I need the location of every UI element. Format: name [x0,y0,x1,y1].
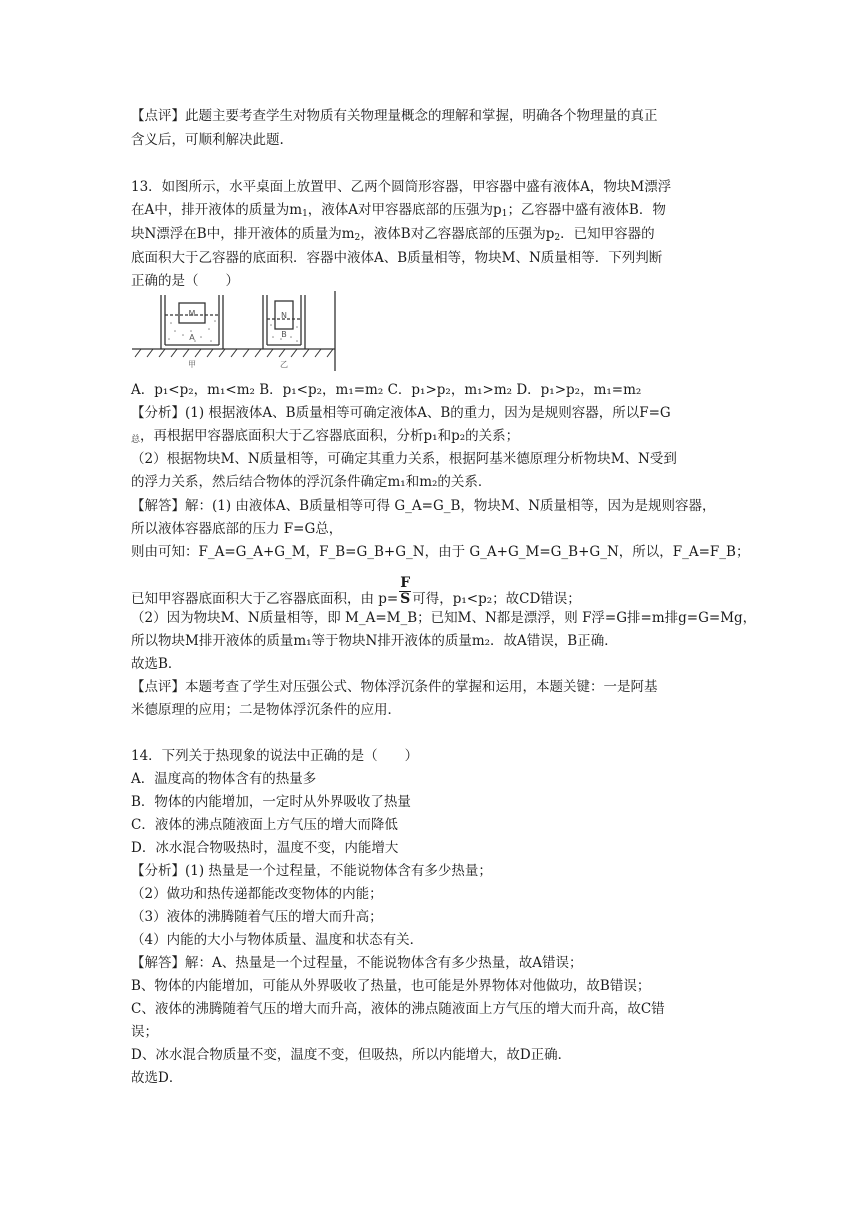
solution-text: 所以液体容器底部的压力 F=G总， [131,521,343,537]
option-b: B．物体的内能增加，一定时从外界吸收了热量 [131,794,411,810]
analysis-text: （2）根据物块M、N质量相等，可确定其重力关系，根据阿基米德原理分析物块M、N受到 [131,451,677,467]
question-text: 在A中，排开液体的质量为$m_1$，液体A对甲容器底部的压强为$p_1$；乙容器中盛有液体B．物 [131,202,666,219]
container-yi-label: 乙 [280,360,288,369]
solution-text: 故选B． [131,656,182,672]
block-n-label: N [281,311,287,320]
text-line: 【点评】此题主要考查学生对物质有关物理量概念的理解和掌握，明确各个物理量的真正 [131,108,658,124]
analysis-text: （4）内能的大小与物体质量、温度和状态有关． [131,932,424,948]
solution-text: 所以物块M排开液体的质量m₁等于物块N排开液体的质量m₂．故A错误，B正确． [131,633,618,649]
analysis-text: （2）做功和热传递都能改变物体的内能； [131,886,383,902]
question-text: 底面积大于乙容器的底面积．容器中液体A、B质量相等，物块M、N质量相等．下列判断 [131,250,663,266]
question-text: 14．下列关于热现象的说法中正确的是（ ） [131,748,419,764]
solution-text: 【解答】解：(1) 由液体A、B质量相等可得 G_A=G_B，物块M、N质量相等，因为是规则容器， [131,498,716,514]
solution-text: D、冰水混合物质量不变，温度不变，但吸热，所以内能增大，故D正确． [131,1047,572,1063]
question-text: 正确的是（ ） [131,273,239,289]
solution-text: 已知甲容器底面积大于乙容器底面积，由 p= $\frac{F}{S}$ 可得，p₁<p₂；故CD错误； [131,575,581,607]
analysis-text: 【分析】(1) 热量是一个过程量，不能说物体含有多少热量； [131,863,492,879]
analysis-text: $_总$，再根据甲容器底面积大于乙容器底面积，分析p₁和p₂的关系； [131,428,520,445]
option-d: D．冰水混合物吸热时，温度不变，内能增大 [131,840,399,856]
liquid-a-label: A [189,333,195,342]
solution-text: 故选D． [131,1070,183,1086]
analysis-text: （3）液体的沸腾随着气压的增大而升高； [131,909,383,925]
review-text: 米德原理的应用；二是物体浮沉条件的应用． [131,702,401,718]
container-jia-label: 甲 [188,360,196,369]
text-line: 含义后，可顺利解决此题. [131,132,284,148]
solution-text: 【解答】解：A、热量是一个过程量，不能说物体含有多少热量，故A错误； [131,955,583,971]
liquid-b-label: B [281,330,287,339]
solution-text: 误； [131,1024,158,1040]
block-m-label: M [188,309,196,318]
option-a: A．温度高的物体含有的热量多 [131,771,317,787]
answer-options: A．p₁<p₂，m₁<m₂ B．p₁<p₂，m₁=m₂ C．p₁>p₂，m₁>m₂ D．p₁>p₂，m₁=m₂ [131,382,642,398]
option-c: C．液体的沸点随液面上方气压的增大而降低 [131,817,398,833]
solution-text: B、物体的内能增加，可能从外界吸收了热量，也可能是外界物体对他做功，故B错误； [131,978,651,994]
containers-figure [131,291,337,373]
review-text: 【点评】本题考查了学生对压强公式、物体浮沉条件的掌握和运用，本题关键：一是阿基 [131,679,658,695]
solution-text: （2）因为物块M、N质量相等，即 M_A=M_B；已知M、N都是漂浮，则 F浮=G排=m排g=G=Mg， [131,610,757,626]
question-text: 块N漂浮在B中，排开液体的质量为$m_2$，液体B对乙容器底部的压强为$p_2$．已知甲容器的 [131,226,655,243]
solution-text: 则由可知：F_A=G_A+G_M，F_B=G_B+G_N，由于 G_A+G_M=G_B+G_N，所以，F_A=F_B； [131,544,750,560]
analysis-text: 的浮力关系，然后结合物体的浮沉条件确定m₁和m₂的关系． [131,474,492,490]
analysis-text: 【分析】(1) 根据液体A、B质量相等可确定液体A、B的重力，因为是规则容器，所以F=G [131,405,671,421]
solution-text: C、液体的沸腾随着气压的增大而升高，液体的沸点随液面上方气压的增大而升高，故C错 [131,1001,665,1017]
question-text: 13．如图所示，水平桌面上放置甲、乙两个圆筒形容器，甲容器中盛有液体A，物块M漂浮 [131,179,672,195]
pressure-fraction: $\frac{F}{S}$ [400,575,411,607]
